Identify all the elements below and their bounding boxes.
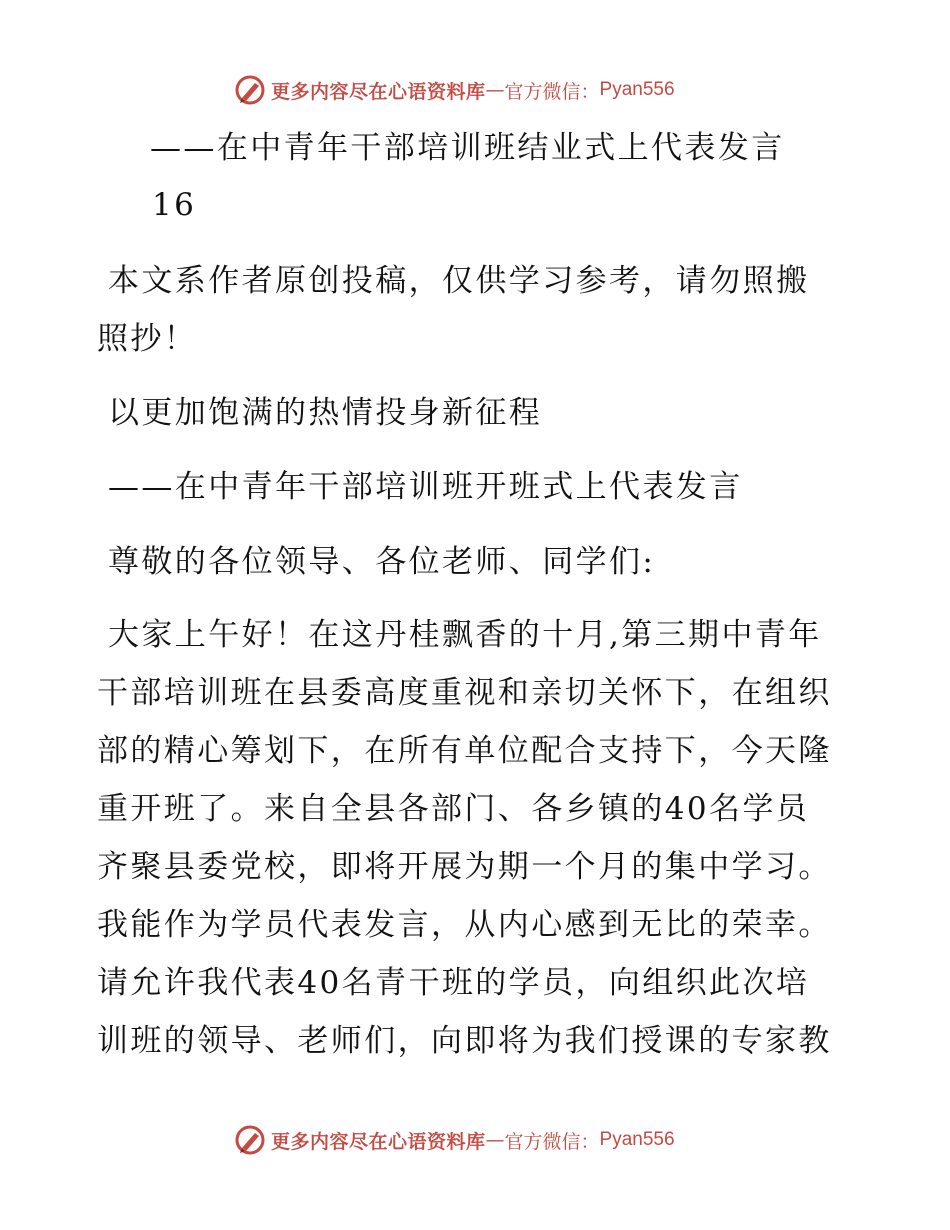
- body-line: 我能作为学员代表发言，从内心感到无比的荣幸。: [97, 907, 832, 943]
- watermark-footer: [233, 1122, 675, 1158]
- watermark-wechat-label: 官方微信：: [504, 1130, 600, 1153]
- watermark-site-text: 更多内容尽在心语资料库: [271, 1130, 486, 1153]
- body-line: 训班的领导、老师们，向即将为我们授课的专家教: [97, 1023, 832, 1059]
- body-line: 部的精心筹划下，在所有单位配合支持下，今天隆: [97, 733, 832, 769]
- article-title: 以更加饱满的热情投身新征程: [108, 395, 543, 431]
- body-line: 大家上午好！在这丹桂飘香的十月,第三期中青年: [108, 617, 822, 653]
- watermark-wechat-id: Pyan556: [599, 79, 675, 100]
- body-line: 齐聚县委党校，即将开展为期一个月的集中学习。: [97, 849, 832, 885]
- body-line: 重开班了。来自全县各部门、各乡镇的40名学员: [97, 791, 810, 827]
- watermark-header: [233, 72, 675, 108]
- notice-line-2: 照抄！: [97, 321, 198, 357]
- watermark-separator: —: [485, 1129, 505, 1151]
- watermark-wechat-label: 官方微信：: [504, 80, 600, 103]
- article-subtitle: ——在中青年干部培训班开班式上代表发言: [108, 469, 743, 505]
- previous-subtitle-line: ——在中青年干部培训班结业式上代表发言: [150, 130, 785, 166]
- body-line: 请允许我代表40名青干班的学员，向组织此次培: [97, 965, 810, 1001]
- pen-logo-icon: [233, 73, 267, 107]
- document-number: 16: [152, 187, 197, 223]
- watermark-site-text: 更多内容尽在心语资料库: [271, 80, 486, 103]
- salutation: 尊敬的各位领导、各位老师、同学们:: [108, 544, 656, 580]
- pen-logo-icon: [233, 1123, 267, 1157]
- notice-line-1: 本文系作者原创投稿，仅供学习参考，请勿照搬: [108, 263, 810, 299]
- body-line: 干部培训班在县委高度重视和亲切关怀下，在组织: [97, 675, 832, 711]
- watermark-separator: —: [485, 79, 505, 101]
- watermark-wechat-id: Pyan556: [599, 1129, 675, 1150]
